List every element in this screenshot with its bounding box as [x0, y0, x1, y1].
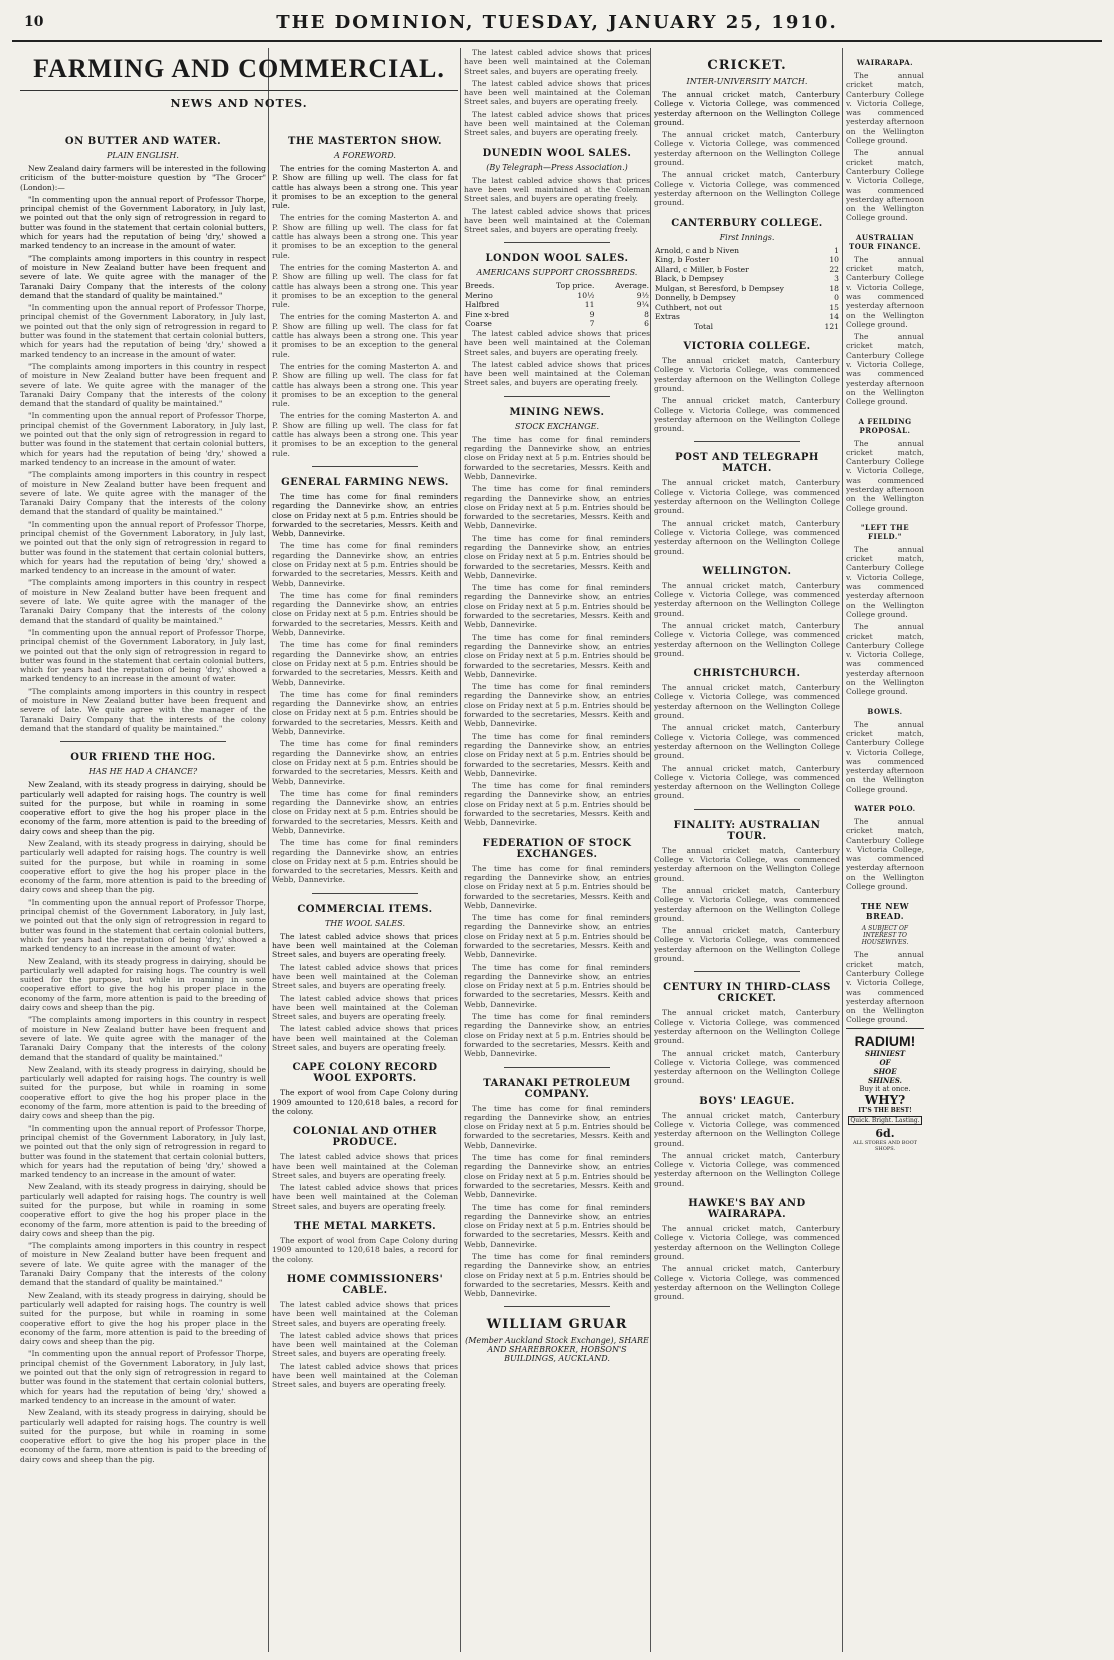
- article-heading: CANTERBURY COLLEGE.: [671, 217, 823, 229]
- article-body: The annual cricket match, Canterbury College v. Victoria College, was commenced yesterday afternoon on the Wellington College ground. The annual cricket match, Canterbury College v. Victoria College, was commenced yesterday afternoon on the Wellington College ground.: [846, 254, 924, 407]
- table-row: Arnold, c and b Niven 1: [655, 245, 839, 255]
- article-body: The annual cricket match, Canterbury College v. Victoria College, was commenced yesterday afternoon on the Wellington College ground. The annual cricket match, Canterbury College v. Victoria College, was commenced yesterday afternoon on the Wellington College ground. The annual cricket match, Canterbury College v. Victoria College, was commenced yesterday afternoon on the Wellington College ground.: [654, 845, 840, 964]
- table-row: Allard, c Miller, b Foster 22: [655, 264, 839, 274]
- article-body: The annual cricket match, Canterbury College v. Victoria College, was commenced yesterday afternoon on the Wellington College ground. The annual cricket match, Canterbury College v. Victoria College, was commenced yesterday afternoon on the Wellington College ground.: [654, 580, 840, 658]
- divider: [694, 441, 800, 442]
- radium-stores: ALL STORES AND BOOT SHOPS.: [852, 1139, 917, 1152]
- article-heading: WAIRARAPA.: [856, 58, 914, 67]
- innings-label: First Innings.: [719, 232, 775, 242]
- right-columns: [846, 48, 1104, 1652]
- total-row: Total 121: [694, 321, 839, 331]
- column-5: [846, 48, 924, 1652]
- article-body: The entries for the coming Masterton A. and P. Show are filling up well. The class for fat cattle has always been a strong one. This year it promises to be an exception to the general rule. The entries for the coming Masterton A. and P. Show are filling up well. The class for fat cattle has always been a strong one. This year it promises to be an exception to the general rule. The entries for the coming Masterton A. and P. Show are filling up well. The class for fat cattle has always been a strong one. This year it promises to be an exception to the general rule. The entries for the coming Masterton A. and P. Show are filling up well. The class for fat cattle has always been a strong one. This year it promises to be an exception to the general rule. The entries for the coming Masterton A. and P. Show are filling up well. The class for fat cattle has always been a strong one. This year it promises to be an exception to the general rule. The entries for the coming Masterton A. and P. Show are filling up well. The class for fat cattle has always been a strong one. This year it promises to be an exception to the general rule.: [272, 164, 458, 458]
- article-heading: MINING NEWS.: [509, 406, 605, 418]
- radium-heading: RADIUM!: [854, 1032, 916, 1049]
- article-body: The time has come for final reminders regarding the Dannevirke show, an entries close on Friday next at 5 p.m. Entries should be forwarded to the secretaries, Messrs. Keith and Webb, Dannevirke. The time has come for final reminders regarding the Dannevirke show, an entries close on Friday next at 5 p.m. Entries should be forwarded to the secretaries, Messrs. Keith and Webb, Dannevirke. The time has come for final reminders regarding the Dannevirke show, an entries close on Friday next at 5 p.m. Entries should be forwarded to the secretaries, Messrs. Keith and Webb, Dannevirke. The time has come for final reminders regarding the Dannevirke show, an entries close on Friday next at 5 p.m. Entries should be forwarded to the secretaries, Messrs. Keith and Webb, Dannevirke. The time has come for final reminders regarding the Dannevirke show, an entries close on Friday next at 5 p.m. Entries should be forwarded to the secretaries, Messrs. Keith and Webb, Dannevirke. The time has come for final reminders regarding the Dannevirke show, an entries close on Friday next at 5 p.m. Entries should be forwarded to the secretaries, Messrs. Keith and Webb, Dannevirke. The time has come for final reminders regarding the Dannevirke show, an entries close on Friday next at 5 p.m. Entries should be forwarded to the secretaries, Messrs. Keith and Webb, Dannevirke. The time has come for final reminders regarding the Dannevirke show, an entries close on Friday next at 5 p.m. Entries should be forwarded to the secretaries, Messrs. Keith and Webb, Dannevirke.: [272, 491, 458, 885]
- divider: [312, 466, 418, 467]
- table-row: King, b Foster 10: [655, 255, 839, 265]
- article-heading: COLONIAL AND OTHER PRODUCE.: [292, 1126, 438, 1149]
- article-body: The annual cricket match, Canterbury College v. Victoria College, was commenced yesterday afternoon on the Wellington College ground. The annual cricket match, Canterbury College v. Victoria College, was commenced yesterday afternoon on the Wellington College ground. The annual cricket match, Canterbury College v. Victoria College, was commenced yesterday afternoon on the Wellington College ground.: [654, 683, 840, 801]
- table-row: Coarse 7 6: [465, 319, 649, 329]
- article-body: New Zealand, with its steady progress in dairying, should be particularly well adapted for raising hogs. The country is well suited for the purpose, but while in roaming in some cooperative effort to give the hog his proper place in the economy of the farm, more attention is paid to the breeding of dairy cows and sheep than the pig. New Zealand, with its steady progress in dairying, should be particularly well adapted for raising hogs. The country is well suited for the purpose, but while in roaming in some cooperative effort to give the hog his proper place in the economy of the farm, more attention is paid to the breeding of dairy cows and sheep than the pig. "In commenting upon the annual report of Professor Thorpe, principal chemist of the Government Laboratory, in July last, we pointed out that the only sign of retrogression in regard to butter was found in the statement that certain colonial butters, which for years had the reputation of being 'dry,' showed a marked tendency to an increase in the amount of water. New Zealand, with its steady progress in dairying, should be particularly well adapted for raising hogs. The country is well suited for the purpose, but while in roaming in some cooperative effort to give the hog his proper place in the economy of the farm, more attention is paid to the breeding of dairy cows and sheep than the pig. "The complaints among importers in this country in respect of moisture in New Zealand butter have been frequent and severe of late. We quite agree with the manager of the Taranaki Dairy Company that the interests of the colony demand that the standard of quality be maintained." New Zealand, with its steady progress in dairying, should be particularly well adapted for raising hogs. The country is well suited for the purpose, but while in roaming in some cooperative effort to give the hog his proper place in the economy of the farm, more attention is paid to the breeding of dairy cows and sheep than the pig. "In commenting upon the annual report of Professor Thorpe, principal chemist of the Government Laboratory, in July last, we pointed out that the only sign of retrogression in regard to butter was found in the statement that certain colonial butters, which for years had the reputation of being 'dry,' showed a marked tendency to an increase in the amount of water. New Zealand, with its steady progress in dairying, should be particularly well adapted for raising hogs. The country is well suited for the purpose, but while in roaming in some cooperative effort to give the hog his proper place in the economy of the farm, more attention is paid to the breeding of dairy cows and sheep than the pig. "The complaints among importers in this country in respect of moisture in New Zealand butter have been frequent and severe of late. We quite agree with the manager of the Taranaki Dairy Company that the interests of the colony demand that the standard of quality be maintained." New Zealand, with its steady progress in dairying, should be particularly well adapted for raising hogs. The country is well suited for the purpose, but while in roaming in some cooperative effort to give the hog his proper place in the economy of the farm, more attention is paid to the breeding of dairy cows and sheep than the pig. "In commenting upon the annual report of Professor Thorpe, principal chemist of the Government Laboratory, in July last, we pointed out that the only sign of retrogression in regard to butter was found in the statement that certain colonial butters, which for years had the reputation of being 'dry,' showed a marked tendency to an increase in the amount of water. New Zealand, with its steady progress in dairying, should be particularly well adapted for raising hogs. The country is well suited for the purpose, but while in roaming in some cooperative effort to give the hog his proper place in the economy of the farm, more attention is paid to the breeding of dairy cows and sheep than the pig.: [20, 780, 266, 1464]
- radium-why: WHY?: [864, 1092, 906, 1107]
- table-row: Merino 10½ 9½: [465, 290, 649, 300]
- column-rule: [650, 48, 651, 1652]
- article-heading: BOYS' LEAGUE.: [699, 1095, 795, 1107]
- article-heading: THE METAL MARKETS.: [293, 1221, 437, 1233]
- article-body: The annual cricket match, Canterbury College v. Victoria College, was commenced yesterday afternoon on the Wellington College ground. The annual cricket match, Canterbury College v. Victoria College, was commenced yesterday afternoon on the Wellington College ground.: [654, 478, 840, 556]
- section-subbanner: NEWS AND NOTES.: [170, 97, 308, 110]
- article-heading: THE MASTERTON SHOW.: [287, 136, 443, 147]
- advertiser-details: (Member Auckland Stock Exchange), SHARE AND SHAREBROKER, HOBSON'S BUILDINGS, AUCKLAND.: [465, 1336, 649, 1364]
- radium-because: IT'S THE BEST!: [858, 1106, 912, 1114]
- article-heading: VICTORIA COLLEGE.: [683, 341, 811, 353]
- table-row: Fine x-bred 9 8: [465, 309, 649, 319]
- article-body: The time has come for final reminders regarding the Dannevirke show, an entries close on Friday next at 5 p.m. Entries should be forwarded to the secretaries, Messrs. Keith and Webb, Dannevirke. The time has come for final reminders regarding the Dannevirke show, an entries close on Friday next at 5 p.m. Entries should be forwarded to the secretaries, Messrs. Keith and Webb, Dannevirke. The time has come for final reminders regarding the Dannevirke show, an entries close on Friday next at 5 p.m. Entries should be forwarded to the secretaries, Messrs. Keith and Webb, Dannevirke. The time has come for final reminders regarding the Dannevirke show, an entries close on Friday next at 5 p.m. Entries should be forwarded to the secretaries, Messrs. Keith and Webb, Dannevirke.: [464, 1103, 650, 1299]
- scorecard-table: [654, 246, 840, 332]
- table-row: Extras 14: [655, 312, 839, 322]
- article-heading: WELLINGTON.: [702, 565, 792, 577]
- newspaper-title: THE DOMINION, TUESDAY, JANUARY 25, 1910.: [276, 12, 838, 33]
- column-1: [20, 126, 266, 1467]
- table-row: Black, b Dempsey 3: [655, 274, 839, 284]
- bread-subheading: A SUBJECT OF INTEREST TO HOUSEWIVES.: [861, 925, 909, 947]
- radium-buy: Buy it at once.: [859, 1084, 911, 1093]
- article-heading: LONDON WOOL SALES.: [485, 253, 629, 265]
- article-body: The latest cabled advice shows that prices have been well maintained at the Coleman Street sales, and buyers are operating freely. The latest cabled advice shows that prices have been well maintained at the Coleman Street sales, and buyers are operating freely. The latest cabled advice shows that prices have been well maintained at the Coleman Street sales, and buyers are operating freely.: [464, 48, 650, 138]
- section-banner: FARMING AND COMMERCIAL.: [20, 48, 458, 91]
- divider: [504, 396, 610, 397]
- article-heading: GENERAL FARMING NEWS.: [281, 476, 449, 488]
- article-subheading: A FOREWORD.: [334, 151, 396, 160]
- article-body: The annual cricket match, Canterbury College v. Victoria College, was commenced yesterday afternoon on the Wellington College ground. The annual cricket match, Canterbury College v. Victoria College, was commenced yesterday afternoon on the Wellington College ground.: [846, 544, 924, 697]
- article-body: The time has come for final reminders regarding the Dannevirke show, an entries close on Friday next at 5 p.m. Entries should be forwarded to the secretaries, Messrs. Keith and Webb, Dannevirke. The time has come for final reminders regarding the Dannevirke show, an entries close on Friday next at 5 p.m. Entries should be forwarded to the secretaries, Messrs. Keith and Webb, Dannevirke. The time has come for final reminders regarding the Dannevirke show, an entries close on Friday next at 5 p.m. Entries should be forwarded to the secretaries, Messrs. Keith and Webb, Dannevirke. The time has come for final reminders regarding the Dannevirke show, an entries close on Friday next at 5 p.m. Entries should be forwarded to the secretaries, Messrs. Keith and Webb, Dannevirke. The time has come for final reminders regarding the Dannevirke show, an entries close on Friday next at 5 p.m. Entries should be forwarded to the secretaries, Messrs. Keith and Webb, Dannevirke. The time has come for final reminders regarding the Dannevirke show, an entries close on Friday next at 5 p.m. Entries should be forwarded to the secretaries, Messrs. Keith and Webb, Dannevirke. The time has come for final reminders regarding the Dannevirke show, an entries close on Friday next at 5 p.m. Entries should be forwarded to the secretaries, Messrs. Keith and Webb, Dannevirke. The time has come for final reminders regarding the Dannevirke show, an entries close on Friday next at 5 p.m. Entries should be forwarded to the secretaries, Messrs. Keith and Webb, Dannevirke.: [464, 434, 650, 828]
- article-subheading: (By Telegraph—Press Association.): [486, 162, 628, 172]
- divider: [504, 1067, 610, 1068]
- table-row: Mulgan, st Beresford, b Dempsey 18: [655, 283, 839, 293]
- article-heading: HAWKE'S BAY AND WAIRARAPA.: [688, 1198, 806, 1221]
- article-body: The latest cabled advice shows that prices have been well maintained at the Coleman Street sales, and buyers are operating freely. The latest cabled advice shows that prices have been well maintained at the Coleman Street sales, and buyers are operating freely.: [464, 328, 650, 388]
- article-heading: TARANAKI PETROLEUM COMPANY.: [483, 1077, 631, 1100]
- article-heading: POST AND TELEGRAPH MATCH.: [675, 452, 819, 475]
- table-row: Cuthbert, not out 15: [655, 302, 839, 312]
- article-heading: DUNEDIN WOOL SALES.: [482, 147, 632, 159]
- article-subheading: THE WOOL SALES.: [324, 918, 406, 928]
- article-heading: HOME COMMISSIONERS' CABLE.: [286, 1273, 444, 1296]
- article-heading: OUR FRIEND THE HOG.: [70, 752, 216, 764]
- article-subheading: INTER-UNIVERSITY MATCH.: [686, 77, 808, 86]
- article-body: The annual cricket match, Canterbury College v. Victoria College, was commenced yesterday afternoon on the Wellington College ground. The annual cricket match, Canterbury College v. Victoria College, was commenced yesterday afternoon on the Wellington College ground.: [654, 1110, 840, 1188]
- article-heading: "LEFT THE FIELD.": [860, 522, 910, 541]
- article-subheading: AMERICANS SUPPORT CROSSBREDS.: [476, 268, 638, 278]
- radium-price: 6d.: [875, 1126, 895, 1140]
- article-heading: FEDERATION OF STOCK EXCHANGES.: [482, 837, 632, 860]
- article-body: The annual cricket match, Canterbury College v. Victoria College, was commenced yesterday afternoon on the Wellington College ground.: [846, 817, 924, 892]
- table-row: Halfbred 11 9¼: [465, 300, 649, 310]
- article-body: The latest cabled advice shows that prices have been well maintained at the Coleman Street sales, and buyers are operating freely. The latest cabled advice shows that prices have been well maintained at the Coleman Street sales, and buyers are operating freely.: [272, 1152, 458, 1211]
- column-3: [464, 48, 650, 1652]
- article-body: The export of wool from Cape Colony during 1909 amounted to 120,618 bales, a record for the colony.: [272, 1236, 458, 1264]
- advertiser-name: WILLIAM GRUAR: [486, 1317, 628, 1333]
- article-body: New Zealand dairy farmers will be interested in the following criticism of the butter-moisture question by "The Grocer" (London):— "In commenting upon the annual report of Professor Thorpe, principal chemist of the Government Laboratory, in July last, we pointed out that the only sign of retrogression in regard to butter was found in the statement that certain colonial butters, which for years had the reputation of being 'dry,' showed a marked tendency to an increase in the amount of water. "The complaints among importers in this country in respect of moisture in New Zealand butter have been frequent and severe of late. We quite agree with the manager of the Taranaki Dairy Company that the interests of the colony demand that the standard of quality be maintained." "In commenting upon the annual report of Professor Thorpe, principal chemist of the Government Laboratory, in July last, we pointed out that the only sign of retrogression in regard to butter was found in the statement that certain colonial butters, which for years had the reputation of being 'dry,' showed a marked tendency to an increase in the amount of water. "The complaints among importers in this country in respect of moisture in New Zealand butter have been frequent and severe of late. We quite agree with the manager of the Taranaki Dairy Company that the interests of the colony demand that the standard of quality be maintained." "In commenting upon the annual report of Professor Thorpe, principal chemist of the Government Laboratory, in July last, we pointed out that the only sign of retrogression in regard to butter was found in the statement that certain colonial butters, which for years had the reputation of being 'dry,' showed a marked tendency to an increase in the amount of water. "The complaints among importers in this country in respect of moisture in New Zealand butter have been frequent and severe of late. We quite agree with the manager of the Taranaki Dairy Company that the interests of the colony demand that the standard of quality be maintained." "In commenting upon the annual report of Professor Thorpe, principal chemist of the Government Laboratory, in July last, we pointed out that the only sign of retrogression in regard to butter was found in the statement that certain colonial butters, which for years had the reputation of being 'dry,' showed a marked tendency to an increase in the amount of water. "The complaints among importers in this country in respect of moisture in New Zealand butter have been frequent and severe of late. We quite agree with the manager of the Taranaki Dairy Company that the interests of the colony demand that the standard of quality be maintained." "In commenting upon the annual report of Professor Thorpe, principal chemist of the Government Laboratory, in July last, we pointed out that the only sign of retrogression in regard to butter was found in the statement that certain colonial butters, which for years had the reputation of being 'dry,' showed a marked tendency to an increase in the amount of water. "The complaints among importers in this country in respect of moisture in New Zealand butter have been frequent and severe of late. We quite agree with the manager of the Taranaki Dairy Company that the interests of the colony demand that the standard of quality be maintained.": [20, 164, 266, 733]
- divider: [312, 893, 418, 894]
- column-rule: [460, 48, 461, 1652]
- article-heading: WATER POLO.: [854, 804, 916, 813]
- article-subheading: PLAIN ENGLISH.: [107, 151, 179, 160]
- divider: [694, 971, 800, 972]
- article-heading: FINALITY: AUSTRALIAN TOUR.: [673, 819, 821, 842]
- article-body: The latest cabled advice shows that prices have been well maintained at the Coleman Street sales, and buyers are operating freely. The latest cabled advice shows that prices have been well maintained at the Coleman Street sales, and buyers are operating freely. The latest cabled advice shows that prices have been well maintained at the Coleman Street sales, and buyers are operating freely. The latest cabled advice shows that prices have been well maintained at the Coleman Street sales, and buyers are operating freely.: [272, 931, 458, 1053]
- article-body: The latest cabled advice shows that prices have been well maintained at the Coleman Street sales, and buyers are operating freely. The latest cabled advice shows that prices have been well maintained at the Coleman Street sales, and buyers are operating freely.: [464, 175, 650, 235]
- article-body: The latest cabled advice shows that prices have been well maintained at the Coleman Street sales, and buyers are operating freely. The latest cabled advice shows that prices have been well maintained at the Coleman Street sales, and buyers are operating freely. The latest cabled advice shows that prices have been well maintained at the Coleman Street sales, and buyers are operating freely.: [272, 1299, 458, 1390]
- article-body: The annual cricket match, Canterbury College v. Victoria College, was commenced yesterday afternoon on the Wellington College ground. The annual cricket match, Canterbury College v. Victoria College, was commenced yesterday afternoon on the Wellington College ground.: [654, 1008, 840, 1086]
- divider: [694, 809, 800, 810]
- article-heading: COMMERCIAL ITEMS.: [297, 903, 433, 915]
- article-heading: CRICKET.: [707, 58, 787, 73]
- column-rule: [842, 48, 843, 1652]
- article-body: The annual cricket match, Canterbury College v. Victoria College, was commenced yesterday afternoon on the Wellington College ground.: [846, 950, 924, 1025]
- radium-quick: Quick. Bright. Lasting.: [848, 1116, 922, 1125]
- article-body: The annual cricket match, Canterbury College v. Victoria College, was commenced yesterday afternoon on the Wellington College ground.: [846, 719, 924, 794]
- article-body: The annual cricket match, Canterbury College v. Victoria College, was commenced yesterday afternoon on the Wellington College ground. The annual cricket match, Canterbury College v. Victoria College, was commenced yesterday afternoon on the Wellington College ground. The annual cricket match, Canterbury College v. Victoria College, was commenced yesterday afternoon on the Wellington College ground.: [654, 90, 840, 208]
- radium-line: SHINIEST: [864, 1048, 906, 1058]
- article-heading: CAPE COLONY RECORD WOOL EXPORTS.: [292, 1062, 438, 1085]
- divider: [60, 741, 226, 742]
- article-heading: AUSTRALIAN TOUR FINANCE.: [849, 232, 921, 251]
- masthead: [12, 8, 1102, 42]
- divider: [504, 242, 610, 243]
- divider: [504, 1306, 610, 1307]
- article-body: The annual cricket match, Canterbury College v. Victoria College, was commenced yesterday afternoon on the Wellington College ground.: [846, 438, 924, 513]
- radium-ad: [846, 1028, 924, 1152]
- article-body: The export of wool from Cape Colony during 1909 amounted to 120,618 bales, a record for the colony.: [272, 1088, 458, 1116]
- column-2: [272, 126, 458, 1393]
- article-subheading: STOCK EXCHANGE.: [514, 421, 600, 431]
- wool-price-table: [464, 281, 650, 329]
- table-row: Donnelly, b Dempsey 0: [655, 293, 839, 303]
- article-body: The annual cricket match, Canterbury College v. Victoria College, was commenced yesterday afternoon on the Wellington College ground. The annual cricket match, Canterbury College v. Victoria College, was commenced yesterday afternoon on the Wellington College ground.: [654, 1224, 840, 1302]
- article-body: The annual cricket match, Canterbury College v. Victoria College, was commenced yesterday afternoon on the Wellington College ground. The annual cricket match, Canterbury College v. Victoria College, was commenced yesterday afternoon on the Wellington College ground.: [846, 71, 924, 223]
- bread-heading: THE NEW BREAD.: [860, 901, 910, 922]
- page-number: 10: [24, 14, 44, 30]
- radium-line: SHINES.: [868, 1075, 902, 1085]
- article-heading: ON BUTTER AND WATER.: [64, 136, 222, 147]
- column-4: [654, 48, 840, 1652]
- article-body: The annual cricket match, Canterbury College v. Victoria College, was commenced yesterday afternoon on the Wellington College ground. The annual cricket match, Canterbury College v. Victoria College, was commenced yesterday afternoon on the Wellington College ground.: [654, 356, 840, 434]
- article-heading: CENTURY IN THIRD-CLASS CRICKET.: [663, 982, 831, 1005]
- article-heading: BOWLS.: [867, 706, 903, 716]
- farming-section: [20, 48, 458, 1652]
- article-subheading: HAS HE HAD A CHANCE?: [88, 767, 198, 777]
- article-body: The time has come for final reminders regarding the Dannevirke show, an entries close on Friday next at 5 p.m. Entries should be forwarded to the secretaries, Messrs. Keith and Webb, Dannevirke. The time has come for final reminders regarding the Dannevirke show, an entries close on Friday next at 5 p.m. Entries should be forwarded to the secretaries, Messrs. Keith and Webb, Dannevirke. The time has come for final reminders regarding the Dannevirke show, an entries close on Friday next at 5 p.m. Entries should be forwarded to the secretaries, Messrs. Keith and Webb, Dannevirke. The time has come for final reminders regarding the Dannevirke show, an entries close on Friday next at 5 p.m. Entries should be forwarded to the secretaries, Messrs. Keith and Webb, Dannevirke.: [464, 863, 650, 1059]
- radium-line: OF: [879, 1057, 891, 1067]
- table-header-row: Breeds. Top price. Average.: [465, 281, 649, 291]
- article-heading: A FEILDING PROPOSAL.: [858, 416, 912, 435]
- article-heading: CHRISTCHURCH.: [693, 668, 801, 680]
- radium-line: SHOE: [873, 1066, 897, 1076]
